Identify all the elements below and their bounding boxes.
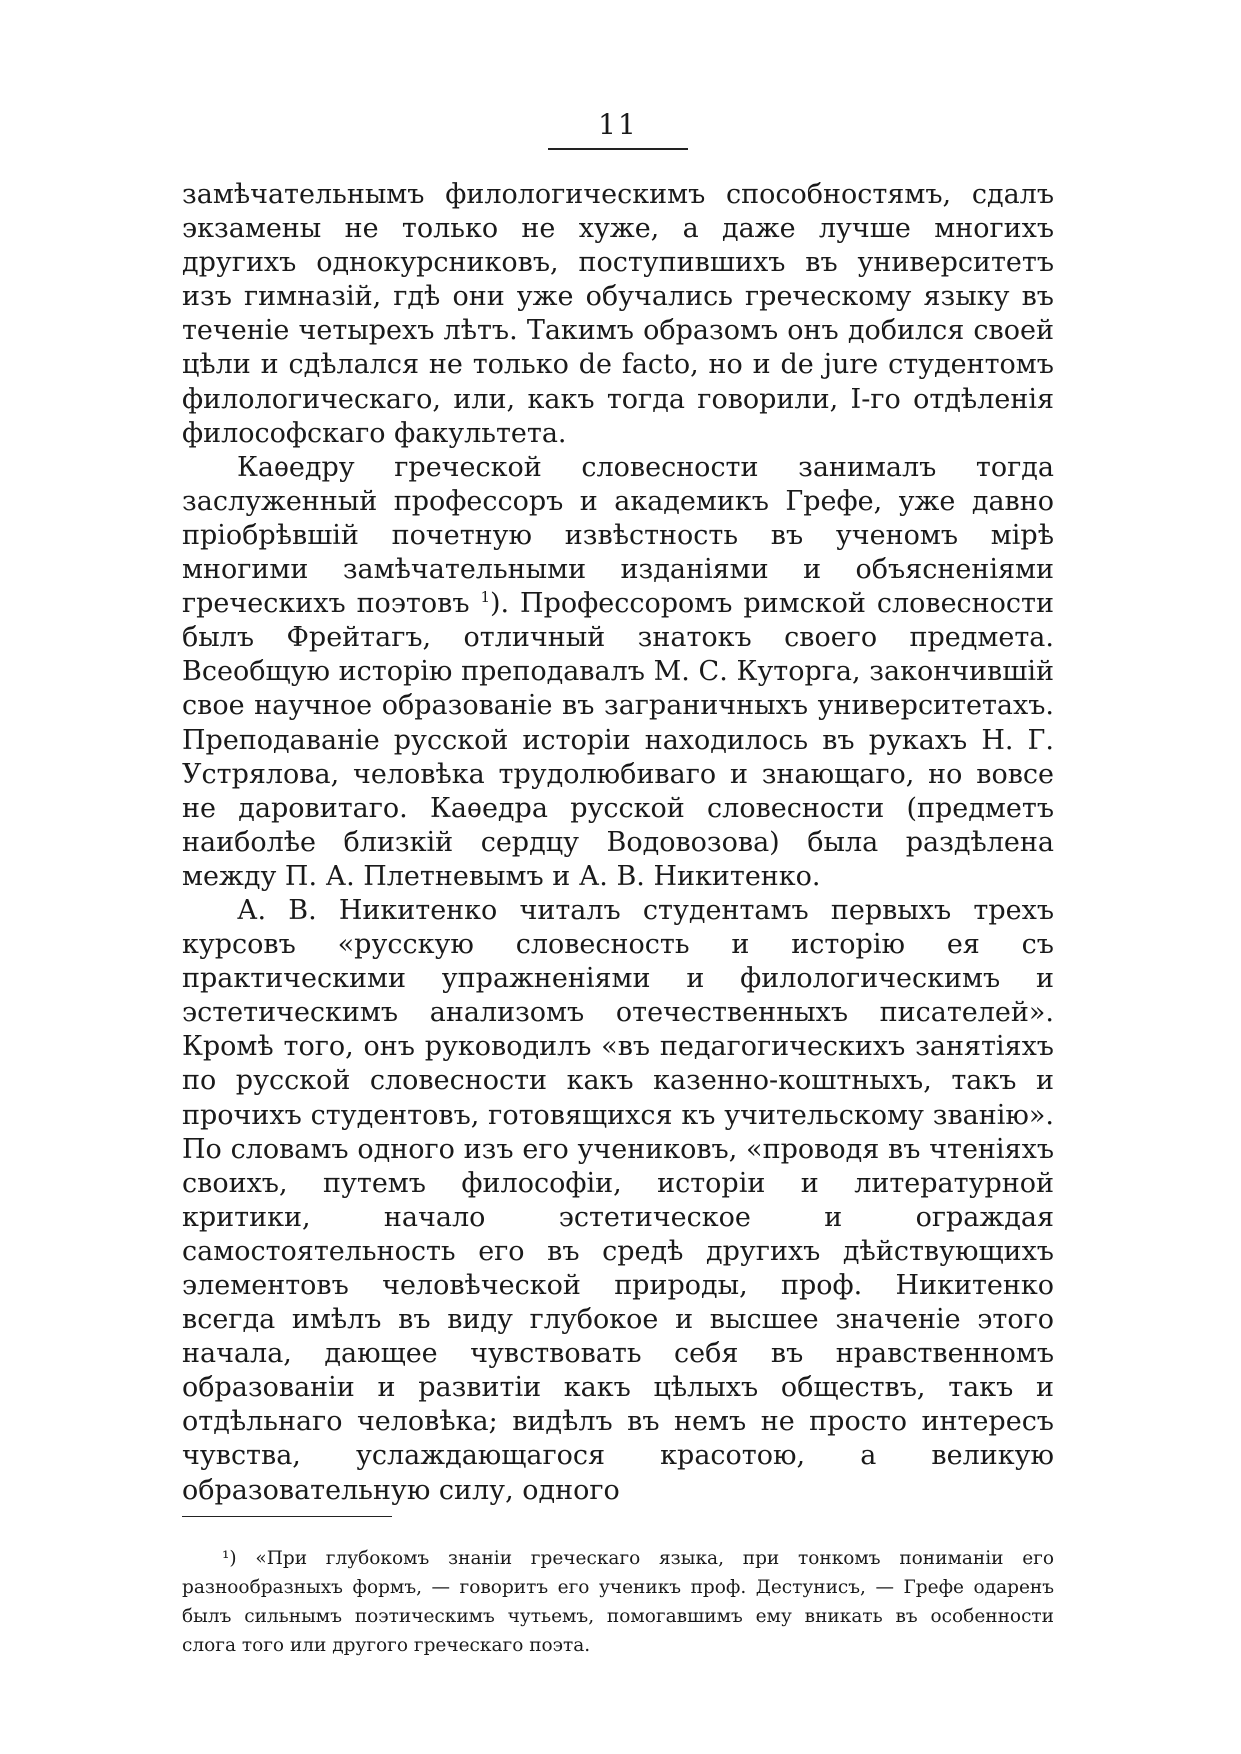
footnote-label: ¹) [222, 1548, 237, 1569]
main-text [182, 178, 1054, 1508]
paragraph-2-text-b: ). Профессоромъ римской словесности былъ Фрейтагъ, отличный знатокъ своего предмета. Всеобщую исторію преподавалъ М. С. Куторга, закончившій свое научное образованіе въ заграничныхъ университетахъ. Преподаваніе русской исторіи находилось въ рукахъ Н. Г. Устрялова, человѣка трудолюбиваго и знающаго, но вовсе не даровитаго. Каѳедра русской словесности (предметъ наиболѣе близкій сердцу Водовозова) была раздѣлена между П. А. Плетневымъ и А. В. Никитенко. [182, 588, 1054, 892]
header-rule [548, 148, 688, 150]
footnote [182, 1544, 1054, 1660]
footnote-reference: 1 [480, 588, 490, 607]
page-number: 11 [598, 108, 638, 141]
footnote-rule [182, 1516, 392, 1517]
paragraph-2 [182, 451, 1054, 894]
paragraph-2-text-a: Каѳедру греческой словесности занималъ тогда заслуженный профессоръ и академикъ Грефе, уже давно пріобрѣвшій почетную извѣстность въ ученомъ мірѣ многими замѣчательными изданіями и объясненіями греческихъ поэтовъ [182, 451, 1054, 620]
paragraph-3: А. В. Никитенко читалъ студентамъ первыхъ трехъ курсовъ «русскую словесность и исторію ея съ практическими упражненіями и филологическимъ и эстетическимъ анализомъ отечественныхъ писателей». Кромѣ того, онъ руководилъ «въ педагогическихъ занятіяхъ по русской словесности какъ казенно-коштныхъ, такъ и прочихъ студентовъ, готовящихся къ учительскому званію». По словамъ одного изъ его учениковъ, «проводя въ чтеніяхъ своихъ, путемъ философіи, исторіи и литературной критики, начало эстетическое и ограждая самостоятельность его въ средѣ другихъ дѣйствующихъ элементовъ человѣческой природы, проф. Никитенко всегда имѣлъ въ виду глубокое и высшее значеніе этого начала, дающее чувствовать себя въ нравственномъ образованіи и развитіи какъ цѣлыхъ обществъ, такъ и отдѣльнаго человѣка; видѣлъ въ немъ не просто интересъ чувства, услаждающагося красотою, а великую образовательную силу, одного [182, 894, 1054, 1506]
footnote-text: «При глубокомъ знаніи греческаго языка, при тонкомъ пониманіи его разнообразныхъ формъ, — говоритъ его ученикъ проф. Дестунисъ, — Грефе одаренъ былъ сильнымъ поэтическимъ чутьемъ, помогавшимъ ему вникать въ особенности слога того или другого греческаго поэта. [182, 1548, 1054, 1656]
paragraph-1: замѣчательнымъ филологическимъ способностямъ, сдалъ экзамены не только не хуже, а даже лучше многихъ другихъ однокурсниковъ, поступившихъ въ университетъ изъ гимназій, гдѣ они уже обучались греческому языку въ теченіе четырехъ лѣтъ. Такимъ образомъ онъ добился своей цѣли и сдѣлался не только de facto, но и de jure студентомъ филологическаго, или, какъ тогда говорили, I-го отдѣленія философскаго факультета. [182, 179, 1054, 449]
